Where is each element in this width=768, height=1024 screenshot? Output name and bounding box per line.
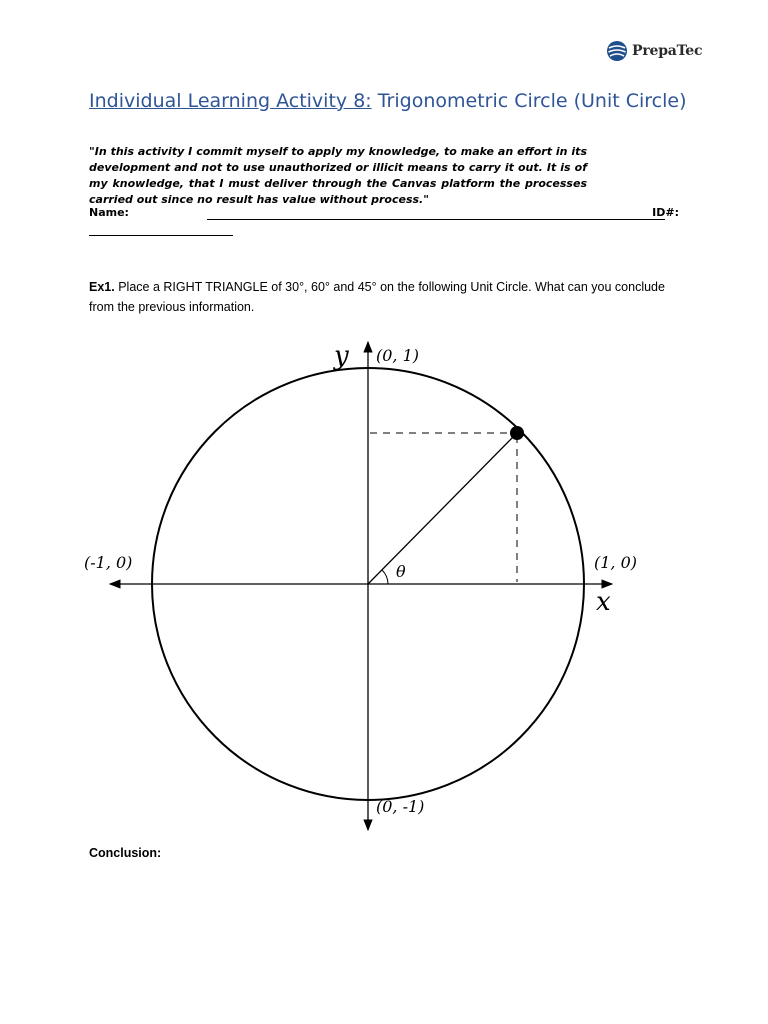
name-blank-line xyxy=(207,219,665,220)
id-blank-line xyxy=(89,235,233,236)
angle-arc xyxy=(382,570,388,584)
unit-circle-diagram xyxy=(82,336,652,836)
logo-text: PrepaTec xyxy=(632,43,703,59)
activity-title: Individual Learning Activity 8: xyxy=(89,90,372,112)
label-bottom-point: (0, -1) xyxy=(376,797,425,816)
exercise-label: Ex1. xyxy=(89,280,115,294)
conclusion-label: Conclusion: xyxy=(89,846,162,860)
page-title xyxy=(89,88,689,115)
name-label: Name: xyxy=(89,206,129,219)
label-top-point: (0, 1) xyxy=(376,346,420,365)
commitment-statement: "In this activity I commit myself to apply my knowledge, to make an effort in its development and not to use unauthorized or illicit means to carry it out. It is of my knowledge, that I must deliver through the Canvas platform the processes carried out since no result has value without process." xyxy=(89,145,587,206)
angle-theta-label: θ xyxy=(396,562,406,581)
point-on-circle xyxy=(510,426,524,440)
exercise-1 xyxy=(89,277,679,317)
id-label: ID#: xyxy=(652,206,679,219)
sphere-logo-icon xyxy=(606,40,628,62)
label-right-point: (1, 0) xyxy=(594,553,638,572)
prepatec-logo xyxy=(606,40,702,62)
exercise-text: Place a RIGHT TRIANGLE of 30°, 60° and 45° on the following Unit Circle. What can you conclude from the previous information. xyxy=(89,280,665,314)
name-row xyxy=(89,206,687,222)
radius-line xyxy=(368,433,517,584)
label-left-point: (-1, 0) xyxy=(84,553,133,572)
activity-topic: Trigonometric Circle (Unit Circle) xyxy=(377,90,687,112)
y-axis-label: y xyxy=(334,341,349,371)
x-axis-label: x xyxy=(596,587,611,617)
